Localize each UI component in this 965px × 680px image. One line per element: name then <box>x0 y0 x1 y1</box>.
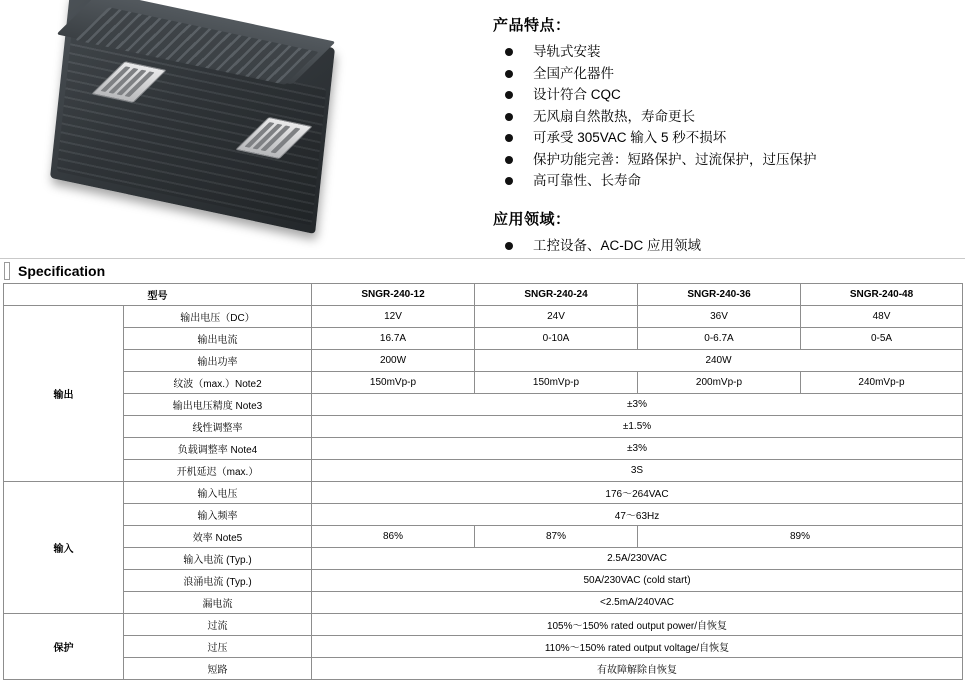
cell-value: 110%～150% rated output voltage/自恢复 <box>312 636 963 658</box>
param-label: 浪涌电流 (Typ.) <box>124 570 312 592</box>
cell-value: ±1.5% <box>312 416 963 438</box>
table-row <box>4 306 963 328</box>
list-item: 工控设备、AC-DC 应用领域 <box>491 235 955 257</box>
param-label: 过流 <box>124 614 312 636</box>
cell-value: 0-6.7A <box>638 328 801 350</box>
param-label: 输入电压 <box>124 482 312 504</box>
table-row <box>4 460 963 482</box>
param-label: 输入电流 (Typ.) <box>124 548 312 570</box>
table-row <box>4 526 963 548</box>
model-column-1: SNGR-240-12 <box>312 284 475 306</box>
power-supply-illustration <box>0 0 470 258</box>
list-item: 设计符合 CQC <box>491 84 955 106</box>
list-item: 全国产化器件 <box>491 63 955 85</box>
table-row <box>4 504 963 526</box>
param-label: 线性调整率 <box>124 416 312 438</box>
cell-value: 200W <box>312 350 475 372</box>
table-row <box>4 328 963 350</box>
table-row <box>4 636 963 658</box>
model-column-2: SNGR-240-24 <box>475 284 638 306</box>
param-label: 输出电流 <box>124 328 312 350</box>
table-row <box>4 548 963 570</box>
top-section <box>0 0 965 259</box>
applications-list <box>491 235 955 257</box>
param-label: 漏电流 <box>124 592 312 614</box>
cell-value: 240W <box>475 350 963 372</box>
cell-value: 0-5A <box>801 328 963 350</box>
cell-value: <2.5mA/240VAC <box>312 592 963 614</box>
table-row <box>4 592 963 614</box>
param-label: 短路 <box>124 658 312 680</box>
list-item: 保护功能完善：短路保护、过流保护，过压保护 <box>491 149 955 171</box>
heading-marker-icon <box>4 262 10 280</box>
cell-value: 86% <box>312 526 475 548</box>
param-label: 纹波（max.）Note2 <box>124 372 312 394</box>
cell-value: 176～264VAC <box>312 482 963 504</box>
model-label: 型号 <box>4 284 312 306</box>
cell-value: 12V <box>312 306 475 328</box>
cell-value: 有故障解除自恢复 <box>312 658 963 680</box>
cell-value: 240mVp-p <box>801 372 963 394</box>
cell-value: 2.5A/230VAC <box>312 548 963 570</box>
table-row <box>4 570 963 592</box>
list-item: 无风扇自然散热，寿命更长 <box>491 106 955 128</box>
cell-value: 0-10A <box>475 328 638 350</box>
param-label: 输出功率 <box>124 350 312 372</box>
cell-value: 3S <box>312 460 963 482</box>
page-title: Specification <box>18 263 106 279</box>
group-label-protection: 保护 <box>4 614 124 680</box>
table-row <box>4 658 963 680</box>
cell-value: 16.7A <box>312 328 475 350</box>
cell-value: 36V <box>638 306 801 328</box>
cell-value: 48V <box>801 306 963 328</box>
model-column-3: SNGR-240-36 <box>638 284 801 306</box>
features-panel <box>471 0 965 258</box>
cell-value: 24V <box>475 306 638 328</box>
group-label-output: 输出 <box>4 306 124 482</box>
param-label: 开机延迟（max.） <box>124 460 312 482</box>
features-title: 产品特点： <box>493 17 571 34</box>
specification-table <box>3 283 963 680</box>
cell-value: 105%～150% rated output power/自恢复 <box>312 614 963 636</box>
param-label: 输出电压精度 Note3 <box>124 394 312 416</box>
param-label: 过压 <box>124 636 312 658</box>
features-list <box>491 41 955 192</box>
param-label: 效率 Note5 <box>124 526 312 548</box>
table-row <box>4 438 963 460</box>
table-row <box>4 372 963 394</box>
list-item: 可承受 305VAC 输入 5 秒不损坏 <box>491 127 955 149</box>
cell-value: 47～63Hz <box>312 504 963 526</box>
cell-value: 150mVp-p <box>312 372 475 394</box>
table-row <box>4 350 963 372</box>
model-column-4-text: SNGR-240-48 <box>849 289 914 300</box>
param-label: 负载调整率 Note4 <box>124 438 312 460</box>
cell-value: 87% <box>475 526 638 548</box>
specification-heading <box>0 259 965 283</box>
group-label-input: 输入 <box>4 482 124 614</box>
cell-value: 200mVp-p <box>638 372 801 394</box>
param-label: 输出电压（DC） <box>124 306 312 328</box>
applications-title: 应用领域： <box>493 210 571 228</box>
cell-value: ±3% <box>312 394 963 416</box>
list-item: 高可靠性、长寿命 <box>491 170 955 192</box>
product-photo <box>0 0 471 258</box>
table-header-row <box>4 284 963 306</box>
table-row <box>4 614 963 636</box>
table-row <box>4 482 963 504</box>
model-column-4 <box>801 284 963 306</box>
cell-value: ±3% <box>312 438 963 460</box>
table-row <box>4 416 963 438</box>
table-row <box>4 394 963 416</box>
param-label: 输入频率 <box>124 504 312 526</box>
cell-value: 150mVp-p <box>475 372 638 394</box>
list-item: 导轨式安装 <box>491 41 955 63</box>
cell-value: 50A/230VAC (cold start) <box>312 570 963 592</box>
cell-value: 89% <box>638 526 963 548</box>
